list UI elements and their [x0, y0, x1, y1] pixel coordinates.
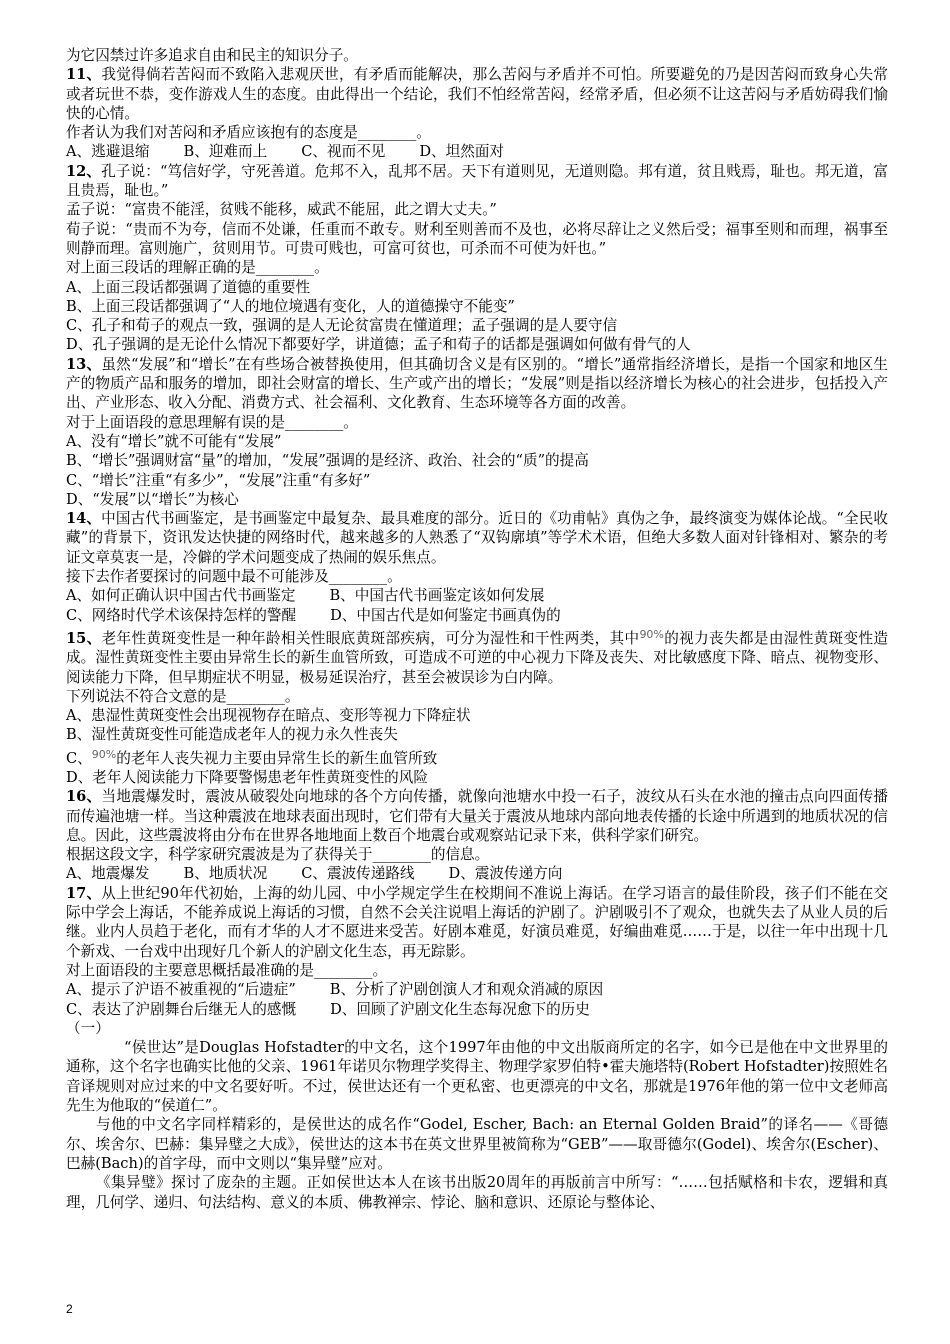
question-15-number: 15、 — [66, 629, 102, 647]
option-d: D、坦然面对 — [419, 143, 505, 161]
option-d: D、震波传递方向 — [448, 865, 563, 883]
question-13-text: 虽然“发展”和“增长”在有些场合被替换使用，但其确切含义是有区别的。“增长”通常指经济增长，是指一个国家和地区生产的物质产品和服务的增加，即社会财富的增长、生产或产出的增长；“发展”则是指以经济增长为核心的社会进步，包括投入产出、产业形态、收入分配、消费方式、社会福利、文化教育、生态环境等各方面的改善。 — [66, 355, 888, 412]
question-11-number: 11、 — [66, 66, 102, 84]
question-11-text: 我觉得倘若苦闷而不致陷入悲观厌世，有矛盾而能解决，那么苦闷与矛盾并不可怕。所要避免的乃是因苦闷而致身心失常或者玩世不恭，变作游戏人生的态度。由此得出一个结论，我们不怕经常苦闷，经常矛盾，但必须不让这苦闷与矛盾妨碍我们愉快的心情。 — [66, 66, 889, 122]
question-14-options-row-1 — [66, 586, 888, 605]
question-16-options — [66, 864, 888, 883]
option-c: C、视而不见 — [301, 143, 386, 161]
question-16-text: 当地震爆发时，震波从破裂处向地球的各个方向传播，就像向池塘水中投一石子，波纹从石头在水池的撞击点向四面传播而传遍池塘一样。当这种震波在地球表面出现时，它们带有大量关于震波从地球内部向地表传播的长途中所遇到的地质状况的信息。因此，这些震波将由分布在世界各地地面上数百个地震台或观察站记录下来，供科学家们研究。 — [66, 788, 889, 844]
question-16-number: 16、 — [66, 788, 102, 806]
question-15-passage — [66, 625, 888, 687]
option-b: B、上面三段话都强调了“人的地位境遇有变化，人的道德操守不能变” — [66, 297, 515, 315]
question-17-options-row-1 — [66, 980, 888, 999]
percent-figure: 90% — [639, 627, 664, 641]
option-a: A、没有“增长”就不可能有“发展” — [66, 432, 282, 450]
option-a: A、上面三段话都强调了道德的重要性 — [66, 278, 311, 296]
xunzi-quote: 荀子说：“贵而不为夸，信而不处谦，任重而不敢专。财利至则善而不及也，必将尽辞让之义然后受；福事至则和而理，祸事至则静而理。富则施广，贫则用节。可贵可贱也，可富可贫也，可杀而不可使为奸也。” — [66, 220, 888, 257]
page-number: 2 — [66, 1302, 73, 1316]
question-15-text-b: 的视力丧失都是由湿性黄斑变性造成。湿性黄斑变性主要由异常生长的新生血管所致，可造成不可逆的中心视力下降及丧失、对比敏感度下降、暗点、视物变形、阅读能力下降，但早期症状不明显，极易延误治疗，甚至会被误诊为白内障。 — [66, 629, 888, 686]
question-15-stem: 下列说法不符合文意的是________。 — [66, 687, 300, 705]
question-11-stem: 作者认为我们对苦闷和矛盾应该抱有的态度是________。 — [66, 124, 431, 142]
percent-figure: 90% — [91, 747, 117, 761]
option-b: B、中国古代书画鉴定该如何发展 — [329, 587, 545, 605]
question-14-options-row-2 — [66, 606, 888, 625]
option-c-prefix: C、 — [66, 749, 92, 767]
question-17-passage — [66, 884, 888, 961]
question-12-number: 12、 — [66, 162, 102, 180]
option-b: B、湿性黄斑变性可能造成老年人的视力永久性丧失 — [66, 726, 398, 744]
question-11-options — [66, 142, 888, 161]
option-b: B、迎难而上 — [183, 143, 268, 161]
question-13-stem: 对于上面语段的意思理解有误的是________。 — [66, 413, 358, 431]
option-a: A、提示了沪语不被重视的“后遗症” — [66, 981, 296, 999]
question-14-stem: 接下去作者要探讨的问题中最不可能涉及________。 — [66, 568, 402, 586]
option-c: C、孔子和荀子的观点一致，强调的是人无论贫富贵在懂道理；孟子强调的是人要守信 — [66, 317, 618, 335]
mencius-quote: 孟子说：“富贵不能淫，贫贱不能移，威武不能屈，此之谓大丈夫。” — [66, 201, 497, 219]
option-a: A、患湿性黄斑变性会出现视物存在暗点、变形等视力下降症状 — [66, 707, 471, 725]
passage-paragraph-2: 与他的中文名字同样精彩的，是侯世达的成名作“Godel, Escher, Bach: an Eternal Golden Braid”的译名——《哥德尔、埃舍尔、巴赫：集异璧之大成》，侯世达的这本书在英文世界里被简称为“GEB”——取哥德尔(Godel)、埃舍尔(Escher)、巴赫(Bach)的首字母，而中文则以“集异璧”应对。 — [66, 1116, 888, 1172]
question-11-passage — [66, 65, 888, 123]
question-17-stem: 对上面语段的主要意思概括最准确的是________。 — [66, 961, 388, 979]
option-d: D、中国古代是如何鉴定书画真伪的 — [330, 606, 561, 624]
question-17-options-row-2 — [66, 1000, 888, 1019]
question-13-passage — [66, 355, 888, 413]
question-14-passage — [66, 509, 888, 567]
question-16-passage — [66, 787, 888, 845]
option-c-text: 的老年人丧失视力主要由异常生长的新生血管所致 — [116, 749, 438, 767]
option-b: B、分析了沪剧创演人才和观众消减的原因 — [329, 981, 604, 999]
option-c — [66, 745, 888, 768]
option-c: C、“增长”注重“有多少”，“发展”注重“有多好” — [66, 471, 371, 489]
confucius-quote: 孔子说：“笃信好学，守死善道。危邦不入，乱邦不居。天下有道则见，无道则隐。邦有道，贫且贱焉，耻也。邦无道，富且贵焉，耻也。” — [66, 162, 889, 200]
question-14-text: 中国古代书画鉴定，是书画鉴定中最复杂、最具难度的部分。近日的《功甫帖》真伪之争，最终演变为媒体论战。“全民收藏”的背景下，资讯发达快捷的网络时代，越来越多的人熟悉了“双钩廓填”等学术术语，但绝大多数人面对针锋相对、繁杂的考证文章莫衷一是，冷僻的学术问题变成了热闹的娱乐焦点。 — [66, 510, 889, 566]
option-c: C、网络时代学术该保持怎样的警醒 — [66, 606, 297, 624]
question-16-stem: 根据这段文字，科学家研究震波是为了获得关于________的信息。 — [66, 846, 490, 864]
option-a: A、地震爆发 — [66, 865, 150, 883]
option-d: D、孔子强调的是无论什么情况下都要好学，讲道德；孟子和荀子的话都是强调如何做有骨气的人 — [66, 336, 691, 354]
question-17-text: 从上世纪90年代初始，上海的幼儿园、中小学规定学生在校期间不准说上海话。在学习语言的最佳阶段，孩子们不能在交际中学会上海话，不能养成说上海话的习惯，自然不会关注说唱上海话的沪剧了。沪剧吸引不了观众，也就失去了从业人员的后继。业内人员趋于老化，而有才华的人才不愿进来受苦。好剧本难觅，好演员难觅，好编曲难觅……于是，以往一年中出现十几个新戏、一台戏中出现好几个新人的沪剧文化生态，再无踪影。 — [66, 884, 888, 960]
question-13-number: 13、 — [66, 355, 102, 373]
option-b: B、“增长”强调财富“量”的增加，“发展”强调的是经济、政治、社会的“质”的提高 — [66, 452, 589, 470]
option-c: C、震波传递路线 — [301, 865, 415, 883]
option-a: A、如何正确认识中国古代书画鉴定 — [66, 587, 296, 605]
question-12-passage — [66, 162, 888, 201]
question-12-stem: 对上面三段话的理解正确的是________。 — [66, 259, 329, 277]
intro-line: 为它囚禁过许多追求自由和民主的知识分子。 — [66, 47, 358, 64]
option-a: A、逃避退缩 — [66, 143, 150, 161]
passage-paragraph-1: “侯世达”是Douglas Hofstadter的中文名，这个1997年由他的中文出版商所定的名字，如今已是他在中文世界里的通称，这个名字也确实比他的父亲、1961年诺贝尔物理学奖得主、物理学家罗伯特•霍夫施塔特(Robert Hofstadter)按照姓名音译规则对应过来的中文名要好听。不过，侯世达还有一个更私密、也更漂亮的中文名，那就是1976年他的第一位中文老师高先生为他取的“侯道仁”。 — [66, 1039, 888, 1115]
option-c: C、表达了沪剧舞台后继无人的感慨 — [66, 1000, 297, 1018]
option-d: D、回顾了沪剧文化生态每况愈下的历史 — [330, 1000, 590, 1018]
document-page — [66, 46, 888, 1212]
question-17-number: 17、 — [66, 884, 102, 902]
question-14-number: 14、 — [66, 510, 102, 528]
passage-paragraph-3: 《集异璧》探讨了庞杂的主题。正如侯世达本人在该书出版20周年的再版前言中所写：“……包括赋格和卡农，逻辑和真理，几何学、递归、句法结构、意义的本质、佛教禅宗、悖论、脑和意识、还原论与整体论、 — [66, 1174, 888, 1211]
option-b: B、地质状况 — [183, 865, 268, 883]
section-title: （一） — [66, 1019, 110, 1037]
question-15-text-a: 老年性黄斑变性是一种年龄相关性眼底黄斑部疾病，可分为湿性和干性两类，其中 — [101, 629, 640, 647]
option-d: D、“发展”以“增长”为核心 — [66, 490, 239, 508]
option-d: D、老年人阅读能力下降要警惕患老年性黄斑变性的风险 — [66, 768, 428, 786]
